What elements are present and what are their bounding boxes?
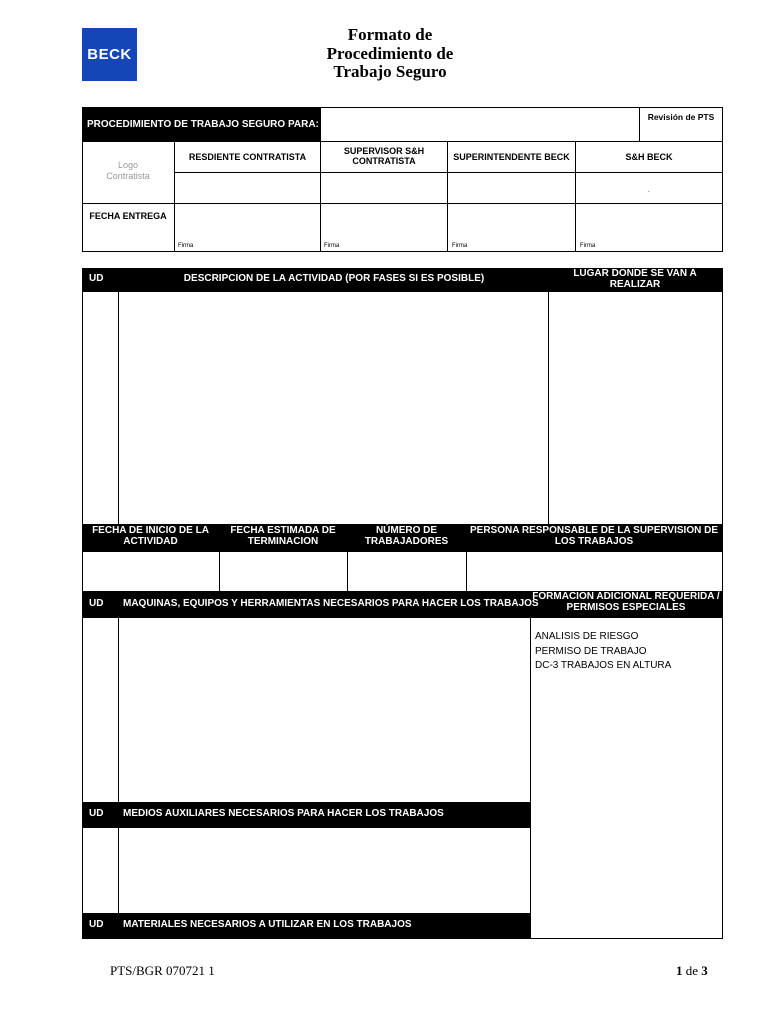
activity-ud-field[interactable] (83, 292, 118, 524)
medios-ud-label: UD (89, 808, 104, 819)
medios-field[interactable] (119, 828, 530, 913)
maquinas-ud-field[interactable] (83, 618, 118, 802)
numero-line-1: NÚMERO DE (375, 525, 438, 536)
superintendente-name-field[interactable] (448, 173, 575, 203)
logo-contratista-placeholder (82, 160, 174, 182)
beck-logo (82, 28, 137, 81)
numero-line-2: TRABAJADORES (364, 536, 449, 547)
lugar-field[interactable] (549, 292, 722, 524)
maquinas-field[interactable] (119, 618, 530, 802)
supervisor-signature-field[interactable] (321, 204, 447, 242)
persona-field[interactable] (467, 552, 722, 591)
title-line-3: Trabajo Seguro (333, 62, 447, 81)
sh-beck-signature-field[interactable] (576, 204, 722, 242)
fecha-inicio-field[interactable] (83, 552, 219, 591)
medios-ud-field[interactable] (83, 828, 118, 913)
firma-superintendente: Firma (452, 243, 468, 249)
persona-label (466, 525, 722, 547)
sh-beck-dot: . (648, 188, 650, 194)
descripcion-field[interactable] (119, 292, 548, 524)
document-title (270, 26, 510, 82)
formacion-item: ANALISIS DE RIESGO (535, 631, 639, 642)
firma-supervisor: Firma (324, 243, 340, 249)
page-of: de (685, 963, 699, 978)
revision-label: Revisión de PTS (647, 112, 715, 122)
formacion-label (530, 591, 722, 613)
materiales-ud-label: UD (89, 919, 104, 930)
fecha-inicio-label (82, 525, 219, 547)
residente-name-field[interactable] (175, 173, 320, 203)
maquinas-ud-label: UD (89, 598, 104, 609)
lugar-line-2: REALIZAR (609, 279, 661, 290)
firma-sh-beck: Firma (580, 243, 596, 249)
formacion-line-2: PERMISOS ESPECIALES (566, 602, 686, 613)
formacion-item: PERMISO DE TRABAJO (535, 645, 647, 657)
maquinas-label: MAQUINAS, EQUIPOS Y HERRAMIENTAS NECESARIOS PARA HACER LOS TRABAJOS (123, 598, 539, 609)
fecha-entrega-label: FECHA ENTREGA (89, 211, 167, 221)
col-supervisor-line-1: SUPERVISOR S&H (343, 146, 425, 156)
medios-label: MEDIOS AUXILIARES NECESARIOS PARA HACER LOS TRABAJOS (123, 808, 444, 819)
fecha-inicio-line-2: ACTIVIDAD (123, 536, 178, 547)
col-superintendente: SUPERINTENDENTE BECK (453, 152, 570, 162)
formacion-item: DC-3 TRABAJOS EN ALTURA (535, 660, 672, 671)
title-line-2: Procedimiento de (326, 43, 454, 63)
activity-ud-label: UD (89, 273, 104, 284)
formacion-line-1: FORMACION ADICIONAL REQUERIDA / (532, 591, 720, 602)
document-code: PTS/BGR 070721 1 (110, 963, 215, 978)
residente-signature-field[interactable] (175, 204, 320, 242)
page-current: 1 (676, 963, 683, 978)
page-number (676, 963, 708, 979)
fecha-estimada-line-1: FECHA ESTIMADA DE (230, 525, 336, 536)
col-supervisor-line-2: CONTRATISTA (352, 156, 416, 166)
page-total: 3 (701, 963, 708, 978)
firma-residente: Firma (178, 243, 194, 249)
fecha-estimada-line-2: TERMINACION (247, 536, 319, 547)
numero-label (347, 525, 466, 547)
col-residente: RESDIENTE CONTRATISTA (188, 152, 307, 162)
materiales-label: MATERIALES NECESARIOS A UTILIZAR EN LOS TRABAJOS (123, 919, 412, 930)
procedimiento-field[interactable] (321, 109, 639, 141)
procedimiento-label: PROCEDIMIENTO DE TRABAJO SEGURO PARA: (87, 119, 319, 130)
logo-contratista-line-1: Logo (117, 160, 139, 170)
fecha-estimada-field[interactable] (220, 552, 347, 591)
superintendente-signature-field[interactable] (448, 204, 575, 242)
fecha-inicio-line-1: FECHA DE INICIO DE LA (92, 525, 209, 536)
logo-contratista-line-2: Contratista (106, 171, 150, 181)
beck-logo-text: BECK (87, 46, 132, 63)
revision-field[interactable] (641, 124, 721, 140)
title-line-1: Formato de (347, 25, 433, 44)
persona-line-1: PERSONA RESPONSABLE DE LA SUPERVISION DE (469, 525, 718, 536)
lugar-label (548, 268, 722, 290)
persona-line-2: LOS TRABAJOS (554, 536, 634, 547)
lugar-line-1: LUGAR DONDE SE VAN A (573, 268, 697, 279)
col-supervisor (321, 146, 447, 166)
descripcion-label: DESCRIPCION DE LA ACTIVIDAD (POR FASES SI ES POSIBLE) (183, 273, 485, 284)
fecha-estimada-label (219, 525, 347, 547)
formacion-list (535, 630, 671, 674)
col-sh-beck: S&H BECK (625, 152, 673, 162)
supervisor-name-field[interactable] (321, 173, 447, 203)
numero-field[interactable] (348, 552, 466, 591)
